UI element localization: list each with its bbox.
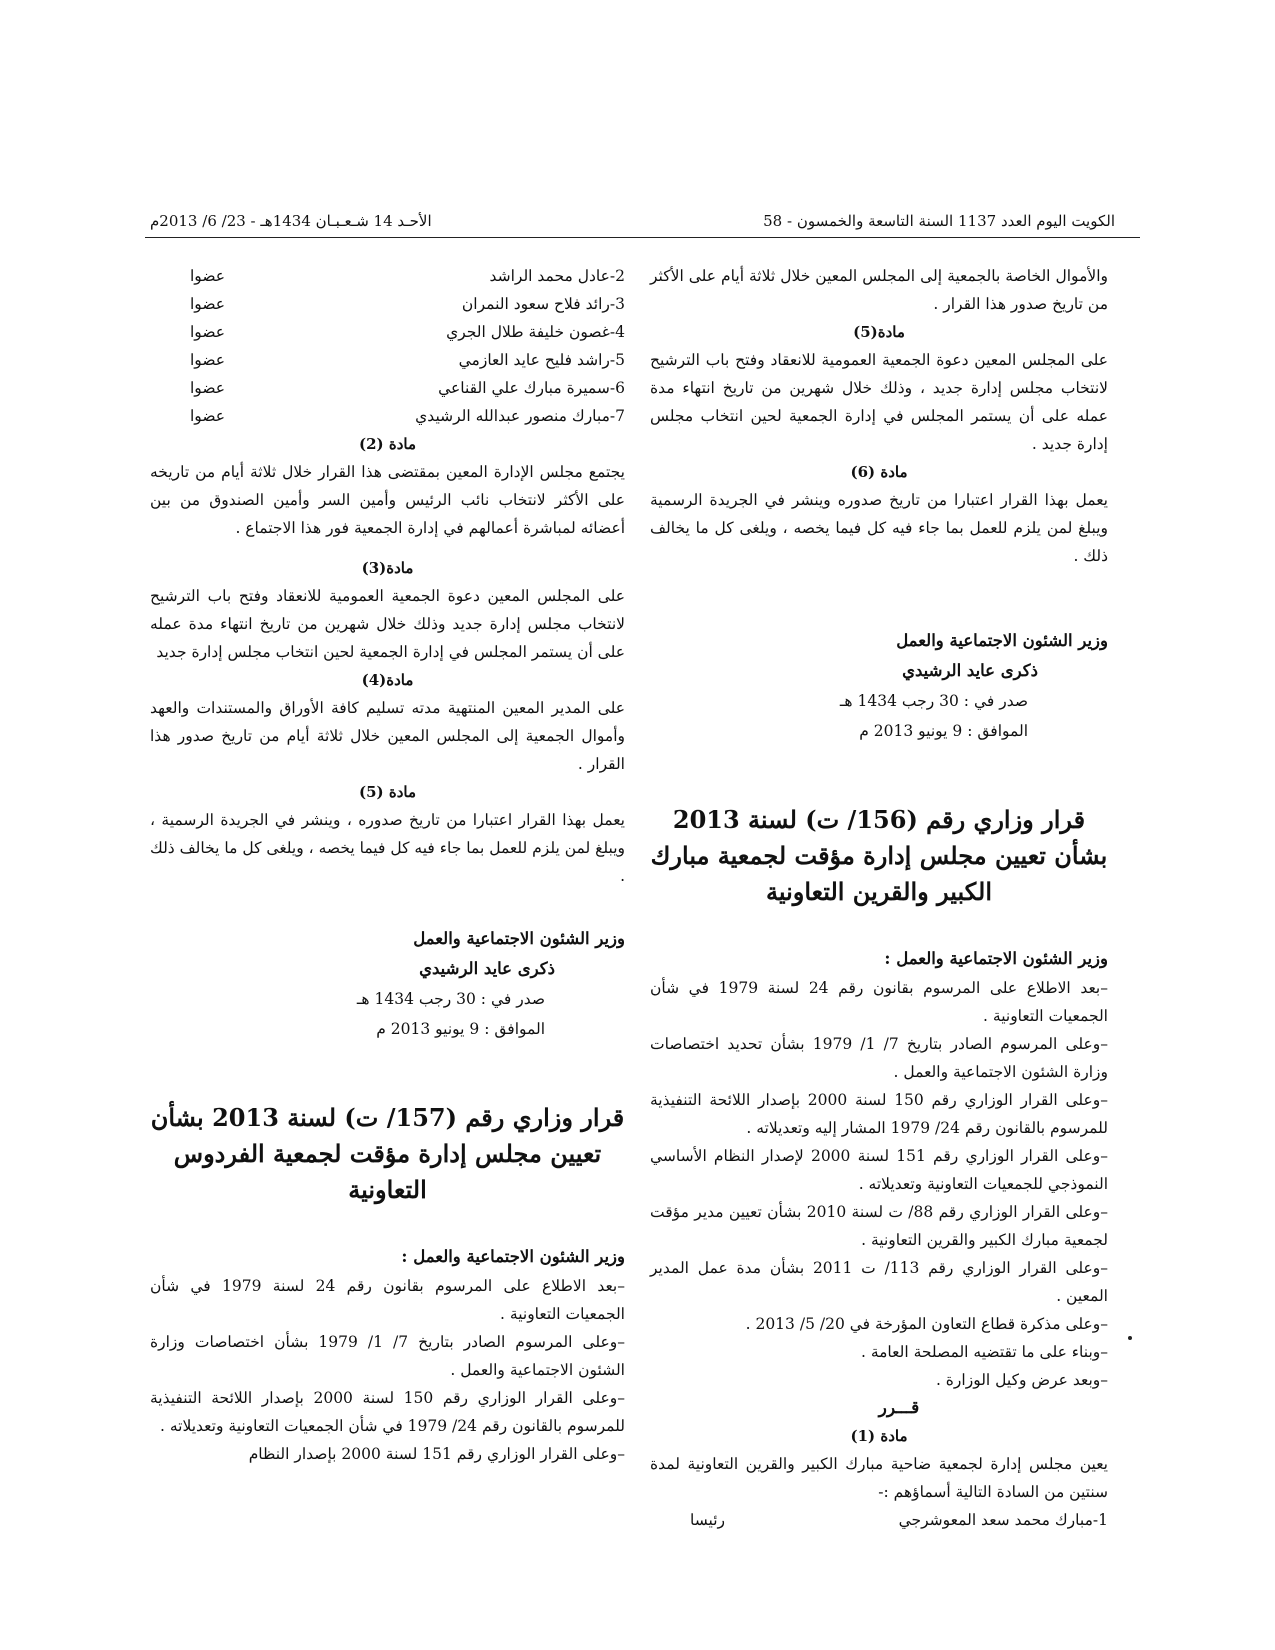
minister-heading: وزير الشئون الاجتماعية والعمل : xyxy=(884,949,1108,968)
decides-heading: قـــرر xyxy=(878,1398,920,1418)
member-role: عضوا xyxy=(190,379,226,397)
decision-title: قرار وزاري رقم (156/ ت) لسنة 2013 بشأن تعيين مجلس إدارة مؤقت لجمعية مبارك الكبير والقرين التعاونية xyxy=(650,805,1108,906)
member-row xyxy=(150,402,625,430)
recital: –بعد الاطلاع على المرسوم بقانون رقم 24 لسنة 1979 في شأن الجمعيات التعاونية . xyxy=(150,1277,625,1323)
signatory-title: وزير الشئون الاجتماعية والعمل xyxy=(896,631,1108,650)
issue-date: صدر في : 30 رجب 1434 هـ xyxy=(839,692,1028,710)
member-name: 6-سميرة مبارك علي القناعي xyxy=(438,379,625,397)
member-name: 2-عادل محمد الراشد xyxy=(489,267,625,285)
continuation-text: والأموال الخاصة بالجمعية إلى المجلس المعين خلال ثلاثة أيام على الأكثر من تاريخ صدور هذا القرار . xyxy=(650,267,1108,313)
left-column xyxy=(150,262,625,1468)
corresponding-date: الموافق : 9 يونيو 2013 م xyxy=(376,1020,545,1038)
article-text: يعمل بهذا القرار اعتبارا من تاريخ صدوره وينشر في الجريدة الرسمية ويبلغ لمن يلزم للعمل بما جاء فيه كل فيما يخصه ، ويلغى كل ما يخالف ذلك . xyxy=(650,491,1108,565)
recital: –وعلى القرار الوزاري رقم 151 لسنة 2000 لإصدار النظام الأساسي النموذجي للجمعيات التعاونية وتعديلاته . xyxy=(650,1147,1108,1193)
article-text: على المجلس المعين دعوة الجمعية العمومية للانعقاد وفتح باب الترشيح لانتخاب مجلس إدارة جديد ، وذلك خلال شهرين من تاريخ انتهاء مدة عمله على أن يستمر المجلس في إدارة الجمعية لحين انتخاب مجلس إدارة جديد . xyxy=(650,351,1108,453)
member-name: 7-مبارك منصور عبدالله الرشيدي xyxy=(415,407,625,425)
recital: –وعلى القرار الوزاري رقم 150 لسنة 2000 بإصدار اللائحة التنفيذية للمرسوم بالقانون رقم 24/ 1979 في شأن الجمعيات التعاونية وتعديلاته . xyxy=(150,1389,625,1435)
minister-heading: وزير الشئون الاجتماعية والعمل : xyxy=(401,1247,625,1266)
article-text: على المجلس المعين دعوة الجمعية العمومية للانعقاد وفتح باب الترشيح لانتخاب مجلس إدارة جديد وذلك خلال شهرين من تاريخ انتهاء مدة عمله على أن يستمر المجلس في إدارة الجمعية لحين انتخاب مجلس إدارة جديد xyxy=(150,587,625,661)
member-row xyxy=(150,290,625,318)
member-role: عضوا xyxy=(190,323,226,341)
scan-speck xyxy=(1128,1336,1132,1340)
member-role: عضوا xyxy=(190,267,226,285)
header-rule xyxy=(145,237,1140,238)
recital: –وعلى القرار الوزاري رقم 88/ ت لسنة 2010 بشأن تعيين مدير مؤقت لجمعية مبارك الكبير والقرين التعاونية . xyxy=(650,1203,1108,1249)
article-text: يعين مجلس إدارة لجمعية ضاحية مبارك الكبير والقرين التعاونية لمدة سنتين من السادة التالية أسماؤهم :- xyxy=(650,1455,1108,1501)
right-column xyxy=(650,262,1108,1534)
article-heading: مادة (6) xyxy=(850,463,908,481)
article-heading: مادة(3) xyxy=(361,559,414,577)
signatory-name: ذكرى عايد الرشيدي xyxy=(419,959,555,978)
article-text: يعمل بهذا القرار اعتبارا من تاريخ صدوره ، وينشر في الجريدة الرسمية ، ويبلغ لمن يلزم للعمل بما جاء فيه كل فيما يخصه ، ويلغى كل ما يخالف ذلك . xyxy=(150,811,625,885)
recital: –وعلى مذكرة قطاع التعاون المؤرخة في 20/ 5/ 2013 . xyxy=(745,1315,1108,1333)
article-text: على المدير المعين المنتهية مدته تسليم كافة الأوراق والمستندات والعهد وأموال الجمعية إلى المجلس المعين خلال ثلاثة أيام من تاريخ صدور هذا القرار . xyxy=(150,699,625,773)
member-name: 3-رائد فلاح سعود النمران xyxy=(461,295,625,313)
header-issue-date: الأحـد 14 شـعـبـان 1434هـ - 23/ 6/ 2013م xyxy=(150,212,432,230)
member-row xyxy=(150,374,625,402)
decision-title: قرار وزاري رقم (157/ ت) لسنة 2013 بشأن تعيين مجلس إدارة مؤقت لجمعية الفردوس التعاونية xyxy=(150,1103,625,1204)
recital: –وعلى القرار الوزاري رقم 113/ ت 2011 بشأن مدة عمل المدير المعين . xyxy=(650,1259,1108,1305)
recital: –وعلى القرار الوزاري رقم 151 لسنة 2000 بإصدار النظام xyxy=(248,1445,625,1463)
article-heading: مادة (5) xyxy=(358,783,416,801)
member-role: رئيسا xyxy=(690,1511,726,1529)
member-row xyxy=(150,346,625,374)
member-row xyxy=(150,318,625,346)
recital: –بعد الاطلاع على المرسوم بقانون رقم 24 لسنة 1979 في شأن الجمعيات التعاونية . xyxy=(650,979,1108,1025)
article-heading: مادة (2) xyxy=(358,435,416,453)
member-row xyxy=(650,1506,1108,1534)
header-gazette-info: الكويت اليوم العدد 1137 السنة التاسعة والخمسون - 58 xyxy=(763,212,1115,230)
corresponding-date: الموافق : 9 يونيو 2013 م xyxy=(859,722,1028,740)
article-heading: مادة(5) xyxy=(853,323,905,341)
member-role: عضوا xyxy=(190,295,226,313)
recital: –وعلى المرسوم الصادر بتاريخ 7/ 1/ 1979 بشأن اختصاصات وزارة الشئون الاجتماعية والعمل . xyxy=(150,1333,625,1379)
article-text: يجتمع مجلس الإدارة المعين بمقتضى هذا القرار خلال ثلاثة أيام من تاريخه على الأكثر لانتخاب نائب الرئيس وأمين السر وأمين الصندوق من بين أعضائه لمباشرة أعمالهم في إدارة الجمعية فور هذا الاجتماع . xyxy=(150,463,625,537)
recital: –وعلى المرسوم الصادر بتاريخ 7/ 1/ 1979 بشأن تحديد اختصاصات وزارة الشئون الاجتماعية والعمل . xyxy=(650,1035,1108,1081)
recital: –وبعد عرض وكيل الوزارة . xyxy=(935,1371,1108,1389)
recital: –وعلى القرار الوزاري رقم 150 لسنة 2000 بإصدار اللائحة التنفيذية للمرسوم بالقانون رقم 24/ 1979 المشار إليه وتعديلاته . xyxy=(650,1091,1108,1137)
member-role: عضوا xyxy=(190,407,226,425)
member-role: عضوا xyxy=(190,351,226,369)
member-name: 4-غصون خليفة طلال الجري xyxy=(446,323,625,341)
signatory-title: وزير الشئون الاجتماعية والعمل xyxy=(413,929,625,948)
member-name: 5-راشد فليح عايد العازمي xyxy=(458,351,625,369)
article-heading: مادة(4) xyxy=(361,671,414,689)
recital: –وبناء على ما تقتضيه المصلحة العامة . xyxy=(860,1343,1108,1361)
issue-date: صدر في : 30 رجب 1434 هـ xyxy=(356,990,545,1008)
member-row xyxy=(150,262,625,290)
member-name: 1-مبارك محمد سعد المعوشرجي xyxy=(898,1511,1108,1529)
article-heading: مادة (1) xyxy=(850,1427,908,1445)
signatory-name: ذكرى عايد الرشيدي xyxy=(902,661,1038,680)
